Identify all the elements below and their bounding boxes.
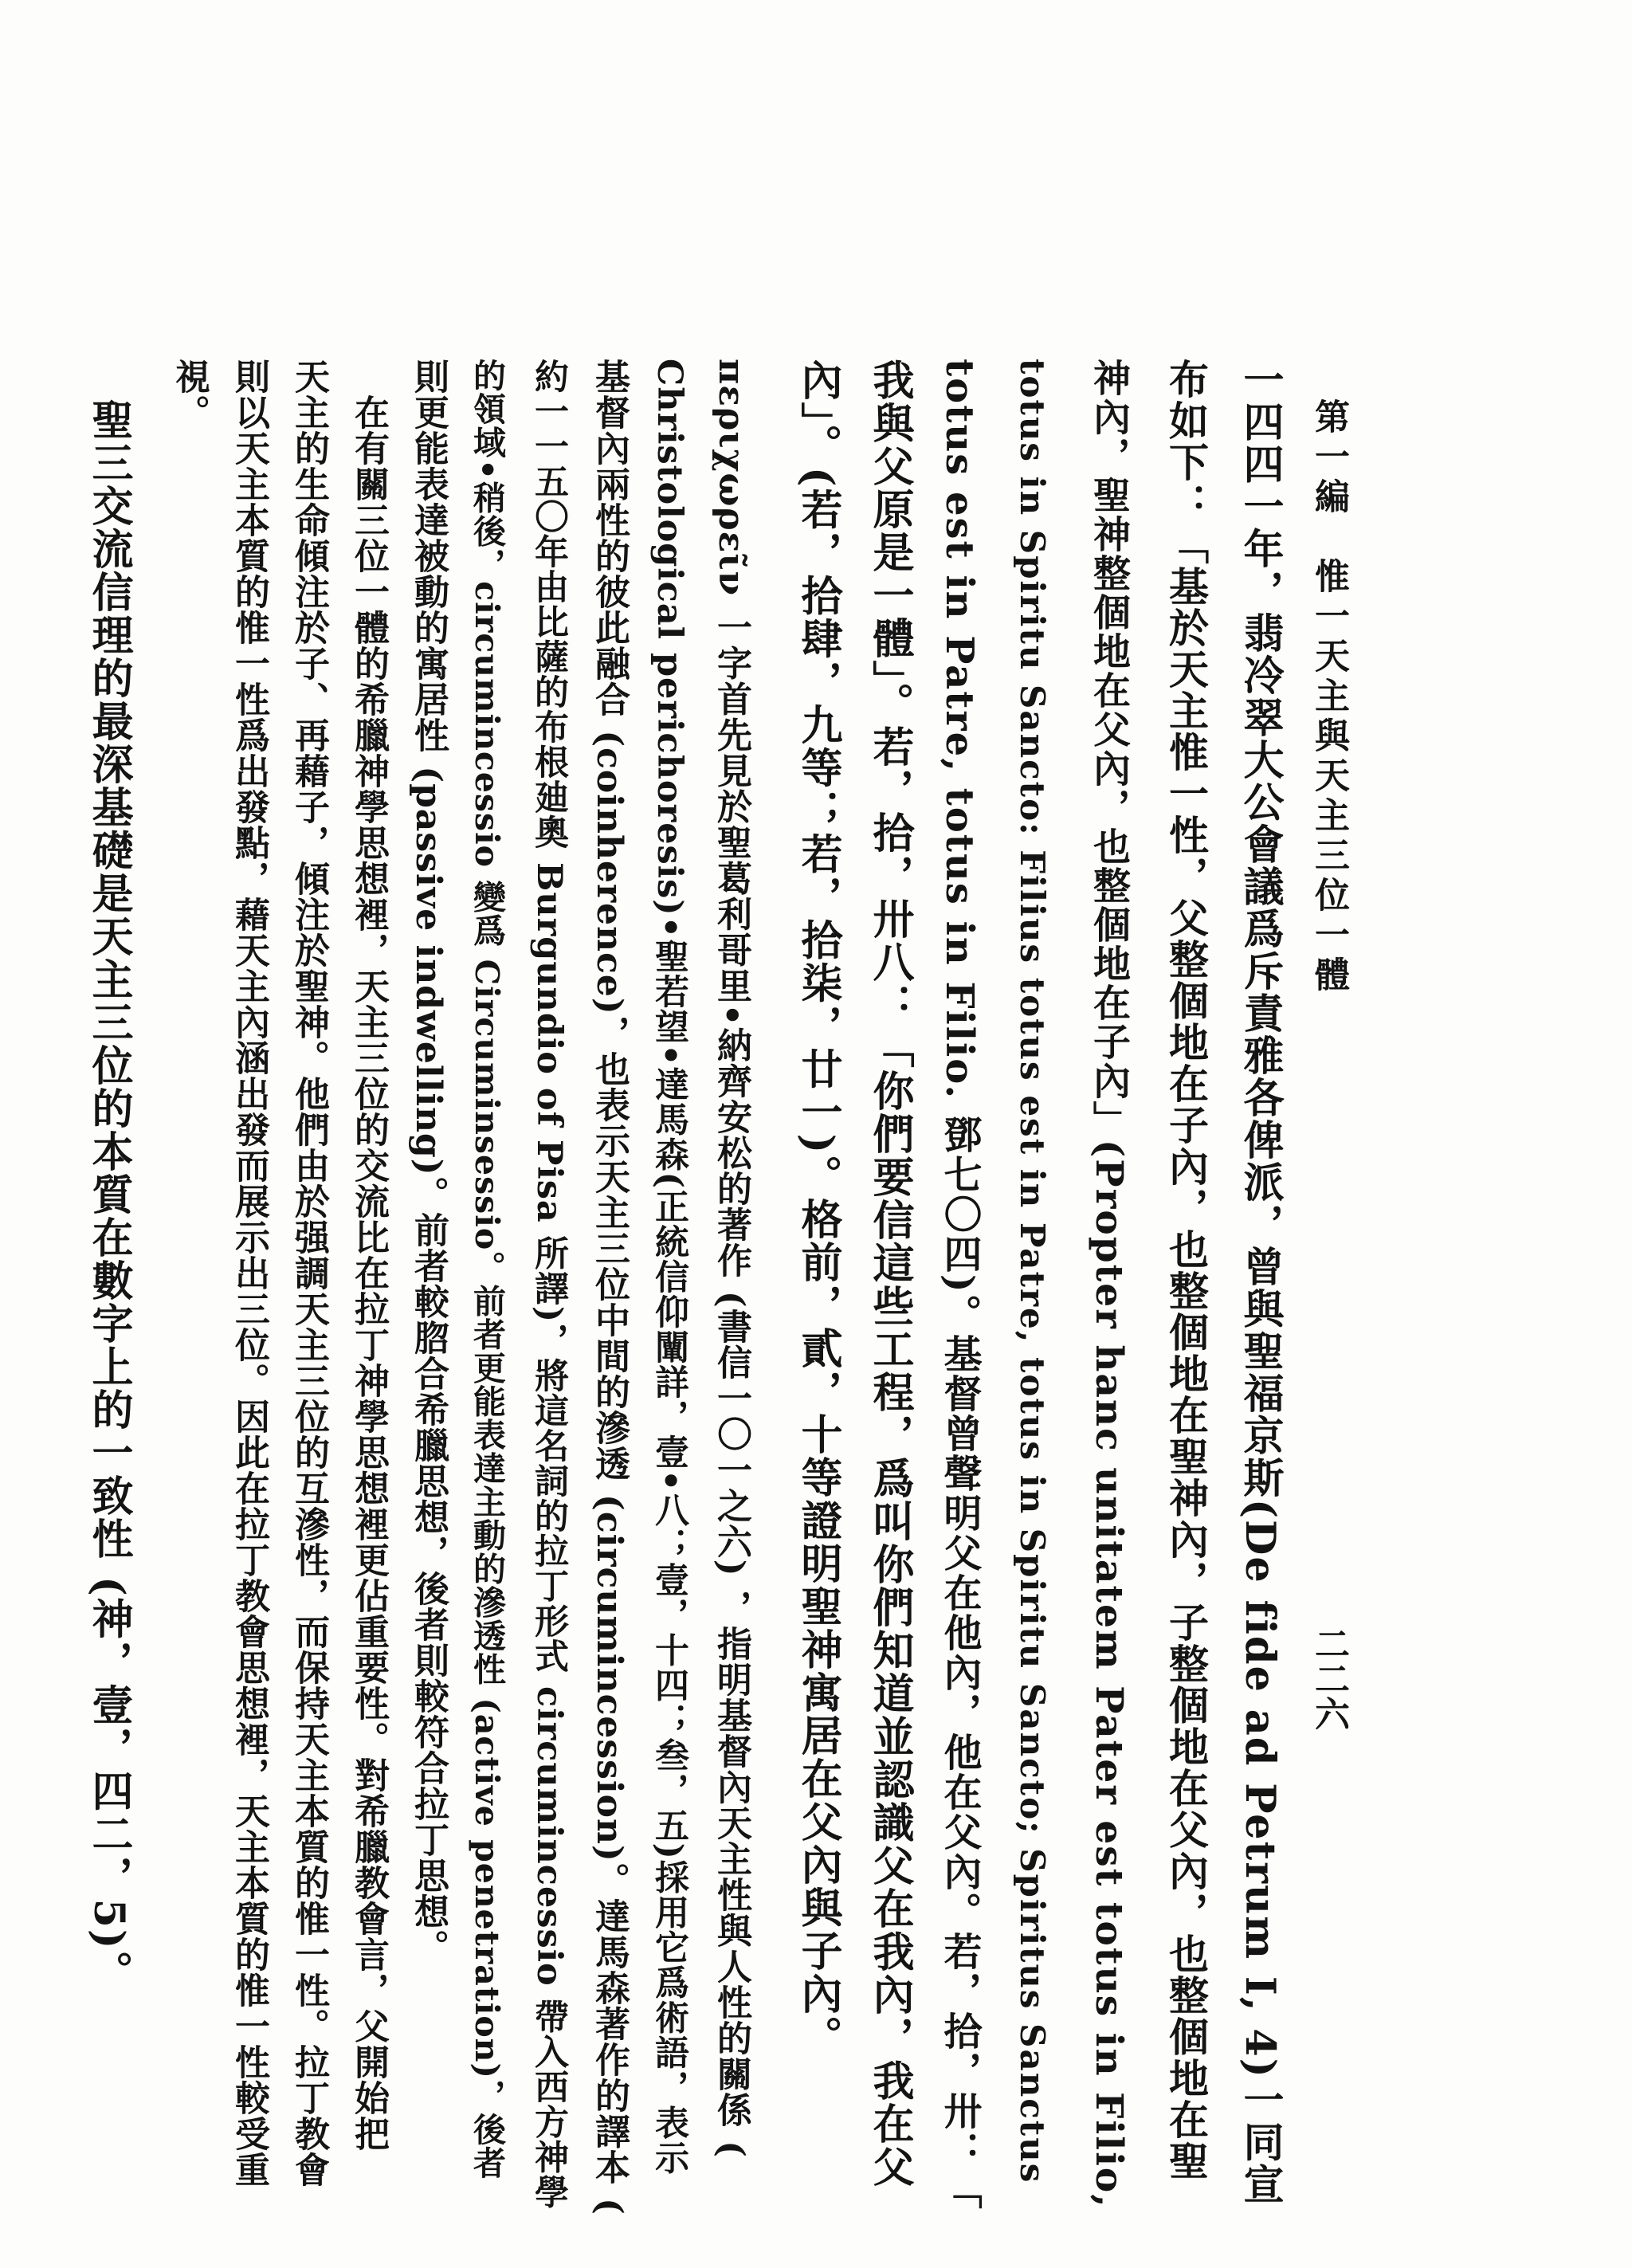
paragraph1-line: 內」。(若，拾肆，九等；若，拾柒，廿一)。格前，貳，十等證明聖神寓居在父內與子內。 <box>794 359 842 2059</box>
paragraph1-line: totus est in Patre, totus in Filio. 鄧七〇四)。基督曾聲明父在他內，他在父內。若，拾，卅：「 <box>937 359 982 2211</box>
paragraph2-line: 的領域•稍後，circumincessio 變爲 Circuminsessio。前者更能表達主動的滲透性 (active penetration)，後者 <box>468 359 506 2180</box>
paragraph2-line: περιχωρεῖν 一字首先見於聖葛利哥里•納齊安松的著作 (書信一〇一之六) ，指明基督內天主性與人性的關係 ( <box>711 359 751 2159</box>
paragraph3-line: 在有關三位一體的希臘神學思想裡，天主三位的交流比在拉丁神學思想裡更佔重要性。對希臘教會言，父開始把 <box>348 359 389 2152</box>
conclusion-line: 聖三交流信理的最深基礎是天主三位的本質在數字上的一致性 (神，壹，四二，5)。 <box>84 398 133 1994</box>
paragraph3-line: 則以天主本質的惟一性爲出發點，藉天主內涵出發而展示出三位。因此在拉丁教會思想裡，天主本質的惟一性較受重 <box>229 359 269 2188</box>
paragraph1-line: 布如下：「基於天主惟一性，父整個地在子內，也整個地在聖神內，子整個地在父內，也整個地在聖 <box>1163 359 1210 2182</box>
running-title: 第一編 惟一天主與天主三位一體 <box>1308 398 1349 996</box>
paragraph1-line: 一四四一年，翡冷翠大公會議爲斥責雅各俾派，曾與聖福京斯(De fide ad Petrum I, 4)一同宣 <box>1236 359 1284 2206</box>
paragraph1-line: 神內，聖神整個地在父內，也整個地在子內」(Propter hanc unitatem Pater est totus in Filio, <box>1087 359 1131 2209</box>
paragraph3-line: 視。 <box>169 359 210 430</box>
paragraph2-line: 則更能表達被動的寓居性 (passive indwelling)。前者較脗合希臘思想，後者則較符合拉丁思想。 <box>408 359 449 1965</box>
paragraph1-line: totus in Spiritu Sancto: Filius totus est in Patre, totus in Spiritu Sancto; Spiritus Sanctus <box>1013 359 1052 2184</box>
paragraph1-line: 我與父原是一體」。若，拾，卅八：「你們要信這些工程，爲叫你們知道並認識父在我內，我在父 <box>865 359 914 2188</box>
paragraph2-line: 基督內兩性的彼此融合 (coinherence)，也表示天主三位中間的滲透 (circumincession)。達馬森著作的譯本 ( <box>589 359 630 2215</box>
paragraph2-line: Christological perichoresis)•聖若望•達馬森(正統信仰闡詳，壹•八；壹，十四；叁，五)採用它爲術語，表示 <box>649 359 689 2176</box>
paragraph2-line: 約一一五〇年由比薩的布根廸奧 Burgundio of Pisa 所譯)，將這名詞的拉丁形式 circumincessio 帶入西方神學 <box>529 359 569 2210</box>
page-number: 二二六 <box>1308 1626 1349 1731</box>
paragraph3-line: 天主的生命傾注於子、再藉子，傾注於聖神。他們由於强調天主三位的互滲性，而保持天主本質的惟一性。拉丁教會 <box>288 359 329 2188</box>
